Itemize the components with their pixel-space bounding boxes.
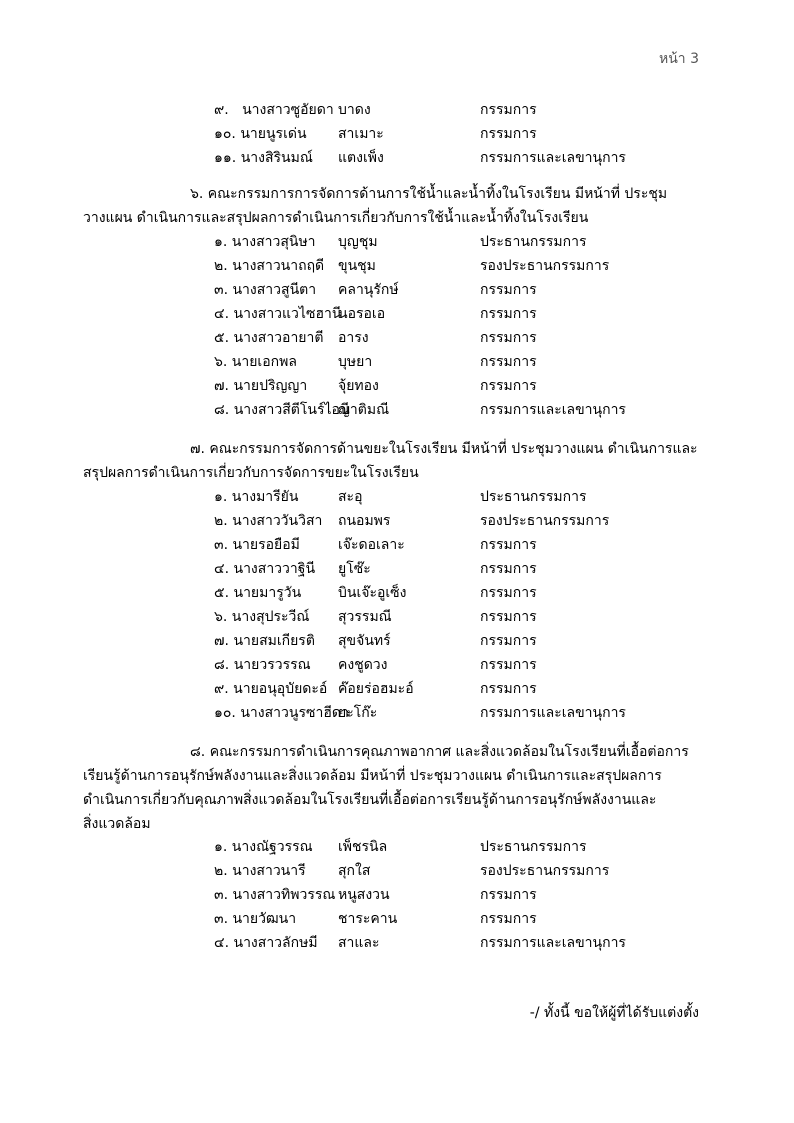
member-role: กรรมการ (480, 657, 537, 673)
member-name: ๑. นางมารียัน (214, 489, 299, 505)
member-row (0, 678, 794, 700)
member-surname: ยะโก๊ะ (338, 705, 378, 721)
section-text: ดำเนินการเกี่ยวกับคุณภาพสิ่งแวดล้อมในโรงเรียนที่เอื้อต่อการเรียนรู้ด้านการอนุรักษ์พลังงานและ (83, 792, 657, 808)
member-name: ๗. นายปริญญา (214, 378, 308, 394)
member-surname: ชาระคาน (338, 911, 398, 927)
member-surname: เจ๊ะดอเลาะ (338, 537, 405, 553)
member-role: กรรมการ (480, 887, 537, 903)
member-role: กรรมการ (480, 378, 537, 394)
member-role: กรรมการ (480, 609, 537, 625)
member-surname: สาและ (338, 935, 380, 951)
member-row (0, 582, 794, 604)
member-surname: คงชูดวง (338, 657, 388, 673)
member-name: ๖. นางสุประวีณ์ (214, 609, 310, 625)
member-row (0, 836, 794, 858)
member-row (0, 123, 794, 145)
member-name: ๓. นายรอยือมี (214, 537, 300, 553)
member-role: กรรมการ (480, 681, 537, 697)
member-row (0, 908, 794, 930)
member-name: ๑. นางณัฐวรรณ (214, 839, 313, 855)
member-role: กรรมการ (480, 126, 537, 142)
member-name: ๕. นางสาวอายาตี (214, 330, 324, 346)
member-role: กรรมการและเลขานุการ (480, 150, 626, 166)
member-row (0, 654, 794, 676)
member-name: ๖. นายเอกพล (214, 354, 297, 370)
member-name: ๕. นายมารูวัน (214, 585, 302, 601)
member-surname: นอรอเอ (338, 306, 386, 322)
member-name: ๓. นางสาวสูนีตา (214, 282, 317, 298)
member-surname: หนูสงวน (338, 887, 390, 903)
member-role: กรรมการ (480, 911, 537, 927)
footer-continuation: -/ ทั้งนี้ ขอให้ผู้ที่ได้รับแต่งตั้ง (529, 1005, 699, 1021)
member-surname: สาเมาะ (338, 126, 384, 142)
member-name: ๙. นางสาวซูอัยดา (214, 102, 334, 118)
member-row (0, 303, 794, 325)
section-text: เรียนรู้ด้านการอนุรักษ์พลังงานและสิ่งแวดล้อม มีหน้าที่ ประชุมวางแผน ดำเนินการและสรุปผลการ (83, 768, 662, 784)
member-role: กรรมการ (480, 306, 537, 322)
member-row (0, 860, 794, 882)
member-name: ๒. นางสาวนาถฤดี (214, 258, 325, 274)
section-heading: ๗. คณะกรรมการจัดการด้านขยะในโรงเรียน มีหน้าที่ ประชุมวางแผน ดำเนินการและ (190, 441, 698, 457)
member-surname: สุกใส (338, 863, 371, 879)
member-role: ประธานกรรมการ (480, 234, 587, 250)
member-row (0, 279, 794, 301)
member-name: ๓. นางสาวทิพวรรณ (214, 887, 336, 903)
member-row (0, 399, 794, 421)
member-name: ๗. นายสมเกียรติ (214, 633, 315, 649)
section-heading: ๖. คณะกรรมการการจัดการด้านการใช้น้ำและน้ำทิ้งในโรงเรียน มีหน้าที่ ประชุม (190, 186, 668, 202)
member-surname: คลานุรักษ์ (338, 282, 399, 298)
member-name: ๒. นางสาวนารี (214, 863, 306, 879)
member-surname: บุญชุม (338, 234, 378, 250)
member-name: ๔. นางสาวลักษมี (214, 935, 318, 951)
member-row (0, 231, 794, 253)
section-text: สรุปผลการดำเนินการเกี่ยวกับการจัดการขยะในโรงเรียน (83, 465, 419, 481)
member-role: กรรมการและเลขานุการ (480, 935, 626, 951)
member-role: รองประธานกรรมการ (480, 513, 610, 529)
member-surname: ยูโซ๊ะ (338, 561, 371, 577)
member-name: ๔. นางสาววาฐินี (214, 561, 316, 577)
member-surname: บาดง (338, 102, 371, 118)
member-role: กรรมการ (480, 585, 537, 601)
member-row (0, 327, 794, 349)
member-surname: แตงเพ็ง (338, 150, 384, 166)
member-row (0, 486, 794, 508)
member-name: ๑๐. นางสาวนูรซาฮีดา (214, 705, 349, 721)
member-role: กรรมการ (480, 561, 537, 577)
page-number: หน้า 3 (658, 51, 699, 67)
member-row (0, 558, 794, 580)
member-role: กรรมการ (480, 330, 537, 346)
member-role: กรรมการ (480, 282, 537, 298)
member-row (0, 147, 794, 169)
member-surname: สะอุ (338, 489, 363, 505)
member-name: ๘. นายวรวรรณ (214, 657, 311, 673)
member-name: ๘. นางสาวสีตีโนร์ไอนี (214, 402, 350, 418)
member-surname: ค๊อยร่อฮมะอ์ (338, 681, 414, 697)
member-role: ประธานกรรมการ (480, 839, 587, 855)
member-row (0, 99, 794, 121)
member-role: กรรมการ (480, 102, 537, 118)
member-name: ๑. นางสาวสุนิษา (214, 234, 316, 250)
member-row (0, 630, 794, 652)
section-text: สิ่งแวดล้อม (83, 816, 151, 832)
member-surname: ญาติมณี (338, 402, 390, 418)
member-role: กรรมการ (480, 633, 537, 649)
member-role: กรรมการ (480, 354, 537, 370)
member-role: รองประธานกรรมการ (480, 863, 610, 879)
member-name: ๑๐. นายนูรเด่น (214, 126, 307, 142)
member-role: กรรมการ (480, 537, 537, 553)
member-surname: จุ้ยทอง (338, 378, 379, 394)
member-name: ๔. นางสาวแวไซฮานี (214, 306, 342, 322)
member-row (0, 351, 794, 373)
member-row (0, 510, 794, 532)
member-row (0, 884, 794, 906)
member-name: ๑๑. นางสิรินมณ์ (214, 150, 313, 166)
member-name: ๓. นายวัฒนา (214, 911, 297, 927)
member-row (0, 375, 794, 397)
member-row (0, 534, 794, 556)
member-row (0, 932, 794, 954)
member-row (0, 606, 794, 628)
member-role: รองประธานกรรมการ (480, 258, 610, 274)
member-name: ๒. นางสาววันวิสา (214, 513, 323, 529)
member-row (0, 255, 794, 277)
member-role: ประธานกรรมการ (480, 489, 587, 505)
member-surname: บุษยา (338, 354, 373, 370)
member-surname: ขุนชุม (338, 258, 376, 274)
member-role: กรรมการและเลขานุการ (480, 402, 626, 418)
member-surname: อารง (338, 330, 369, 346)
member-row (0, 702, 794, 724)
member-surname: บินเจ๊ะอูเซ็ง (338, 585, 407, 601)
member-surname: สุวรรมณี (338, 609, 392, 625)
member-role: กรรมการและเลขานุการ (480, 705, 626, 721)
member-surname: สุขจันทร์ (338, 633, 391, 649)
member-name: ๙. นายอนุอุบัยดะอ์ (214, 681, 328, 697)
member-surname: เพ็ชรนิล (338, 839, 388, 855)
member-surname: ถนอมพร (338, 513, 391, 529)
section-heading: ๘. คณะกรรมการดำเนินการคุณภาพอากาศ และสิ่งแวดล้อมในโรงเรียนที่เอื้อต่อการ (190, 744, 689, 760)
section-text: วางแผน ดำเนินการและสรุปผลการดำเนินการเกี่ยวกับการใช้น้ำและน้ำทิ้งในโรงเรียน (83, 210, 589, 226)
